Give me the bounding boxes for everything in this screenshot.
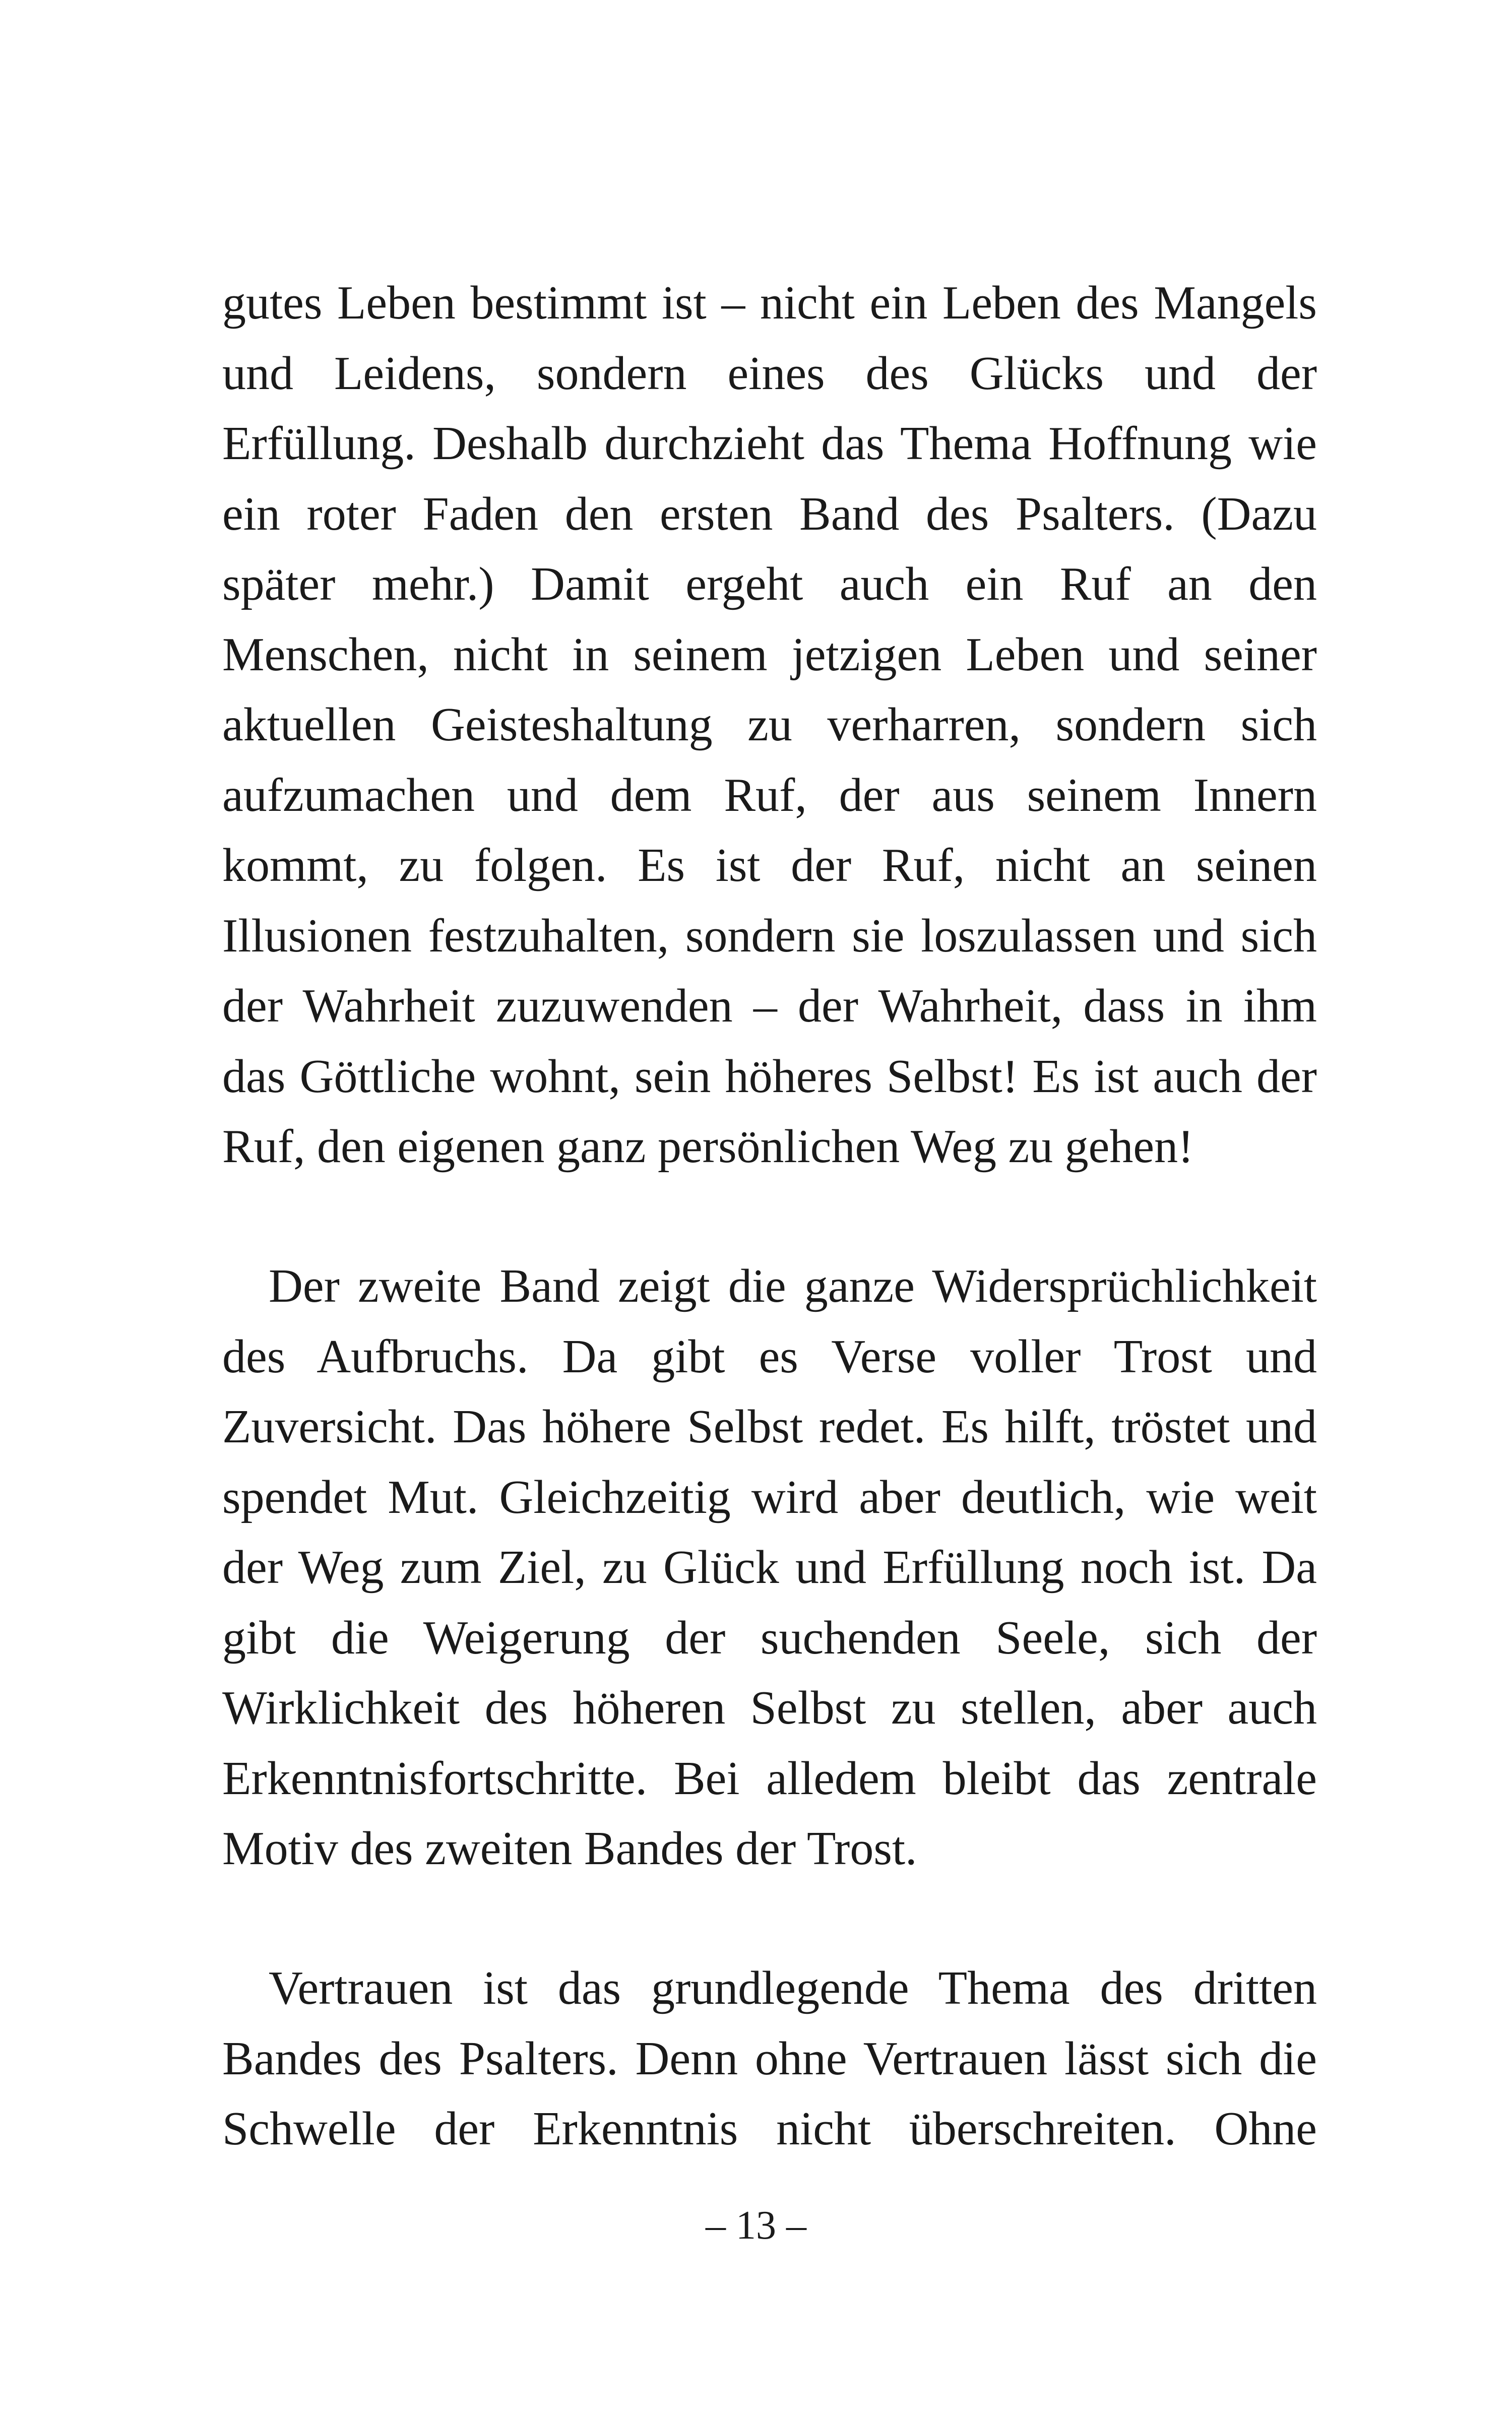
text-line: Erfüllung. Deshalb durchzieht das Thema Hoffnung wie: [222, 417, 1317, 470]
text-line: Zuversicht. Das höhere Selbst redet. Es hilft, tröstet und: [222, 1401, 1317, 1453]
text-line: spendet Mut. Gleichzeitig wird aber deutlich, wie weit: [222, 1471, 1317, 1523]
text-line: Vertrauen ist das grundlegende Thema des dritten: [269, 1962, 1317, 2014]
text-line: Motiv des zweiten Bandes der Trost.: [222, 1822, 917, 1875]
text-line: kommt, zu folgen. Es ist der Ruf, nicht an seinen: [222, 839, 1317, 892]
paragraph-1: [222, 268, 1317, 1182]
text-line: gibt die Weigerung der suchenden Seele, sich der: [222, 1611, 1317, 1664]
text-line: Bandes des Psalters. Denn ohne Vertrauen lässt sich die: [222, 2032, 1317, 2085]
text-line: das Göttliche wohnt, sein höheres Selbst! Es ist auch der: [222, 1050, 1317, 1103]
text-line: Illusionen festzuhalten, sondern sie loszulassen und sich: [222, 909, 1317, 962]
text-line: Der zweite Band zeigt die ganze Widersprüchlichkeit: [269, 1260, 1317, 1312]
page-number: – 13 –: [706, 2203, 806, 2248]
text-line: der Weg zum Ziel, zu Glück und Erfüllung noch ist. Da: [222, 1541, 1317, 1594]
paragraph-2: [222, 1251, 1317, 1884]
text-line: Menschen, nicht in seinem jetzigen Leben und seiner: [222, 628, 1317, 681]
text-line: ein roter Faden den ersten Band des Psalters. (Dazu: [222, 487, 1317, 540]
text-line: Schwelle der Erkenntnis nicht überschreiten. Ohne: [222, 2103, 1317, 2155]
text-line: Wirklichkeit des höheren Selbst zu stellen, aber auch: [222, 1682, 1317, 1734]
text-line: Ruf, den eigenen ganz persönlichen Weg zu gehen!: [222, 1120, 1194, 1173]
text-line: des Aufbruchs. Da gibt es Verse voller Trost und: [222, 1330, 1317, 1383]
paragraph-3: [222, 1953, 1317, 2165]
text-line: Erkenntnisfortschritte. Bei alledem bleibt das zentrale: [222, 1752, 1317, 1805]
text-line: gutes Leben bestimmt ist – nicht ein Leben des Mangels: [222, 277, 1317, 329]
text-line: später mehr.) Damit ergeht auch ein Ruf an den: [222, 558, 1317, 610]
text-line: und Leidens, sondern eines des Glücks und der: [222, 347, 1317, 400]
text-line: aufzumachen und dem Ruf, der aus seinem Innern: [222, 769, 1317, 821]
text-line: aktuellen Geisteshaltung zu verharren, sondern sich: [222, 698, 1317, 751]
text-line: der Wahrheit zuzuwenden – der Wahrheit, dass in ihm: [222, 980, 1317, 1032]
